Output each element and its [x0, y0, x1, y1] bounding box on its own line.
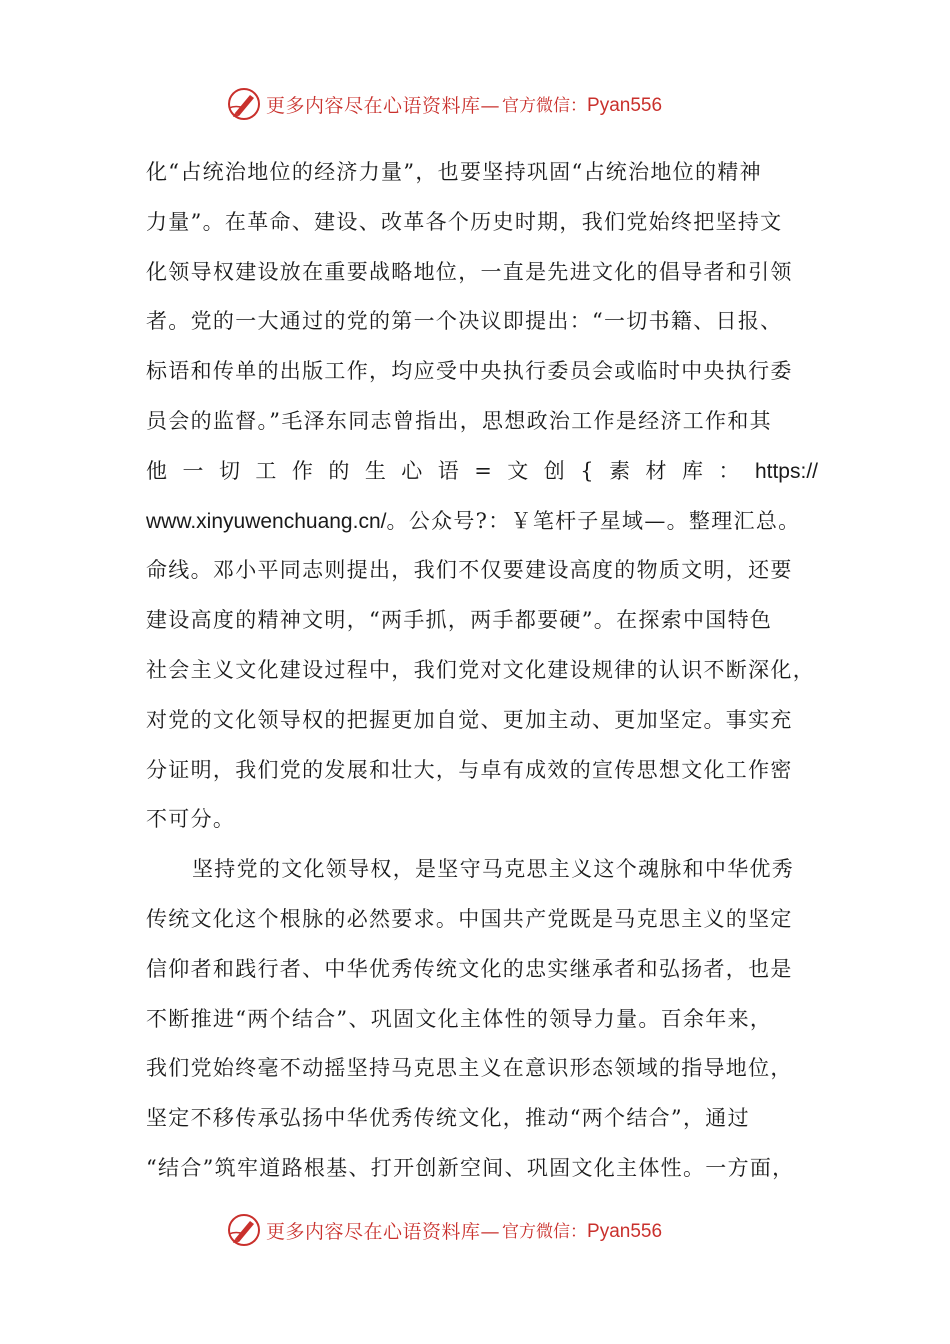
text-line: 不断推进“两个结合”、巩固文化主体性的领导力量。百余年来， [146, 1006, 773, 1031]
char: = [474, 458, 492, 483]
char: 生 [364, 458, 386, 483]
text-line: 不可分。 [146, 807, 236, 832]
char: 文 [507, 458, 529, 483]
text-line: 坚定不移传承弘扬中华优秀传统文化，推动“两个结合”，通过 [146, 1106, 750, 1131]
header-banner-text: 更多内容尽在心语资料库— [266, 94, 501, 117]
url-fragment: https:// [754, 459, 818, 483]
footer-banner [226, 1210, 746, 1250]
header-banner [226, 84, 746, 124]
text-line: “结合”筑牢道路根基、打开创新空间、巩固文化主体性。一方面， [146, 1155, 795, 1180]
article-body [146, 148, 818, 1194]
footer-contact-label: 官方微信： [502, 1222, 588, 1242]
text-line: 信仰者和践行者、中华优秀传统文化的忠实继承者和弘扬者，也是 [146, 956, 793, 981]
text-line: 者。党的一大通过的党的第一个决议即提出：“一切书籍、日报、 [146, 309, 783, 334]
char: 心 [401, 458, 423, 483]
char: 一 [182, 458, 204, 483]
justified-text-line [146, 447, 818, 497]
pen-logo-icon [226, 1212, 262, 1248]
text-line: 建设高度的精神文明，“两手抓，两手都要硬”。在探索中国特色 [146, 608, 773, 633]
text-line: 我们党始终毫不动摇坚持马克思主义在意识形态领域的指导地位， [146, 1056, 793, 1081]
text-line: 员会的监督。”毛泽东同志曾指出，思想政治工作是经济工作和其 [146, 408, 772, 433]
footer-banner-text: 更多内容尽在心语资料库— [266, 1220, 501, 1243]
char: { [580, 458, 594, 483]
text-line: 化“占统治地位的经济力量”，也要坚持巩固“占统治地位的精神 [146, 160, 762, 184]
text-line: 对党的文化领导权的把握更加自觉、更加主动、更加坚定。事实充 [146, 707, 793, 732]
char: 库 [682, 458, 704, 483]
char: 工 [255, 458, 277, 483]
text-line: 力量”。在革命、建设、改革各个历史时期，我们党始终把坚持文 [146, 209, 783, 234]
text-line: 社会主义文化建设过程中，我们党对文化建设规律的认识不断深化， [146, 657, 815, 682]
header-contact [502, 91, 662, 117]
text-line: 命线。邓小平同志则提出，我们不仅要建设高度的物质文明，还要 [146, 558, 793, 583]
char: 材 [645, 458, 667, 483]
footer-contact-id: Pyan556 [587, 1221, 663, 1242]
text-line: 化领导权建设放在重要战略地位，一直是先进文化的倡导者和引领 [146, 259, 793, 284]
char: 他 [146, 458, 167, 483]
char: 创 [543, 458, 565, 483]
char: 切 [218, 458, 240, 483]
text-line: 传统文化这个根脉的必然要求。中国共产党既是马克思主义的坚定 [146, 906, 793, 931]
footer-contact [502, 1217, 662, 1243]
header-contact-label: 官方微信： [502, 96, 588, 116]
char: 语 [437, 458, 459, 483]
paragraph-first-line: 坚持党的文化领导权，是坚守马克思主义这个魂脉和中华优秀 [192, 857, 795, 882]
url-text-line [146, 497, 818, 547]
char: 素 [609, 458, 631, 483]
char: 作 [291, 458, 313, 483]
website-url: www.xinyuwenchuang.cn/ [146, 509, 387, 533]
url-line-rest: 。公众号?：￥笔杆子星域—。整理汇总。 [386, 508, 801, 533]
text-line: 分证明，我们党的发展和壮大，与卓有成效的宣传思想文化工作密 [146, 757, 793, 782]
header-contact-id: Pyan556 [587, 95, 663, 116]
char: ： [718, 458, 740, 483]
text-line: 标语和传单的出版工作，均应受中央执行委员会或临时中央执行委 [146, 359, 793, 384]
char: 的 [328, 458, 350, 483]
pen-logo-icon [226, 86, 262, 122]
